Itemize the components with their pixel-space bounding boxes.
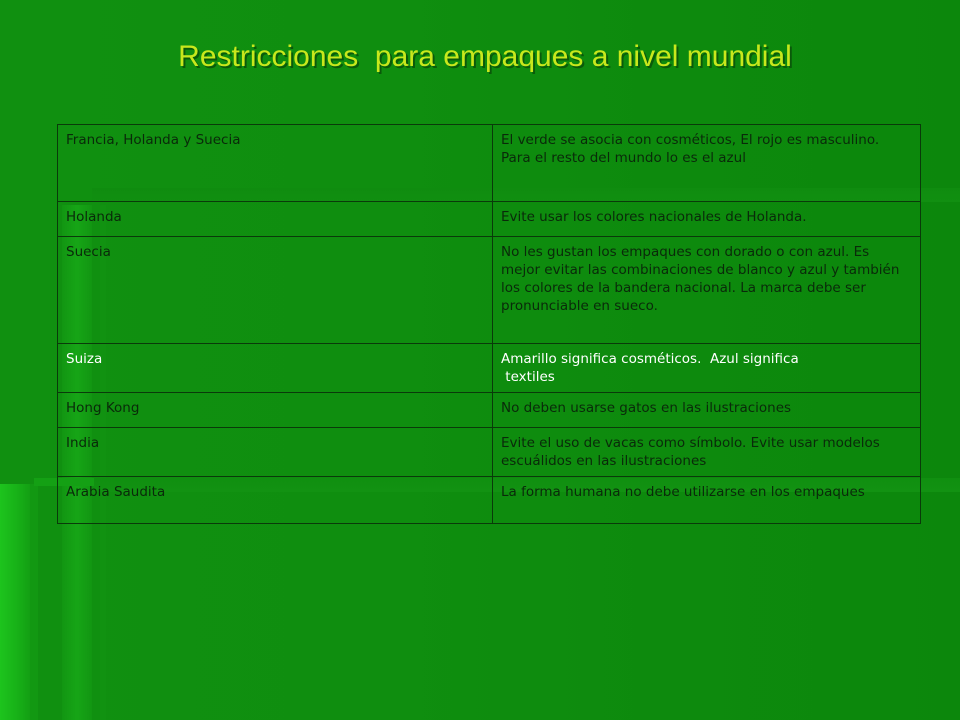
restriction-cell <box>493 202 921 237</box>
restriction-cell <box>493 477 921 524</box>
restriction-cell <box>493 393 921 428</box>
country-cell <box>58 428 493 477</box>
restriction-cell <box>493 237 921 344</box>
table-row <box>58 344 921 393</box>
slide-title: Restricciones para empaques a nivel mundial <box>178 40 792 73</box>
country-cell <box>58 477 493 524</box>
country-label: India <box>66 435 100 451</box>
country-cell <box>58 393 493 428</box>
restriction-cell <box>493 125 921 202</box>
country-label: Arabia Saudita <box>66 484 166 500</box>
restrictions-table <box>57 124 921 524</box>
restriction-text: El verde se asocia con cosméticos, El rojo es masculino. Para el resto del mundo lo es el azul <box>501 132 888 166</box>
restriction-text: No les gustan los empaques con dorado o con azul. Es mejor evitar las combinaciones de blanco y azul y también los colores de la bandera nacional. La marca debe ser pronunciable en sueco. <box>501 244 904 314</box>
table-row <box>58 428 921 477</box>
country-label: Suecia <box>66 244 111 260</box>
country-label: Holanda <box>66 209 122 225</box>
table-row <box>58 393 921 428</box>
country-label: Hong Kong <box>66 400 140 416</box>
restriction-cell <box>493 344 921 393</box>
table-row <box>58 202 921 237</box>
table-row <box>58 237 921 344</box>
country-cell <box>58 344 493 393</box>
restriction-text: Amarillo significa cosméticos. Azul significa textiles <box>501 351 799 385</box>
country-cell <box>58 125 493 202</box>
restriction-text: La forma humana no debe utilizarse en los empaques <box>501 484 865 500</box>
restriction-text: No deben usarse gatos en las ilustraciones <box>501 400 792 416</box>
decorative-bar <box>30 484 38 720</box>
decorative-bar <box>0 484 30 720</box>
restriction-text: Evite el uso de vacas como símbolo. Evite usar modelos escuálidos en las ilustraciones <box>501 435 885 469</box>
country-label: Francia, Holanda y Suecia <box>66 132 241 148</box>
table-row <box>58 477 921 524</box>
restriction-cell <box>493 428 921 477</box>
restriction-text: Evite usar los colores nacionales de Holanda. <box>501 209 807 225</box>
table-row <box>58 125 921 202</box>
country-cell <box>58 202 493 237</box>
country-label: Suiza <box>66 351 103 367</box>
country-cell <box>58 237 493 344</box>
